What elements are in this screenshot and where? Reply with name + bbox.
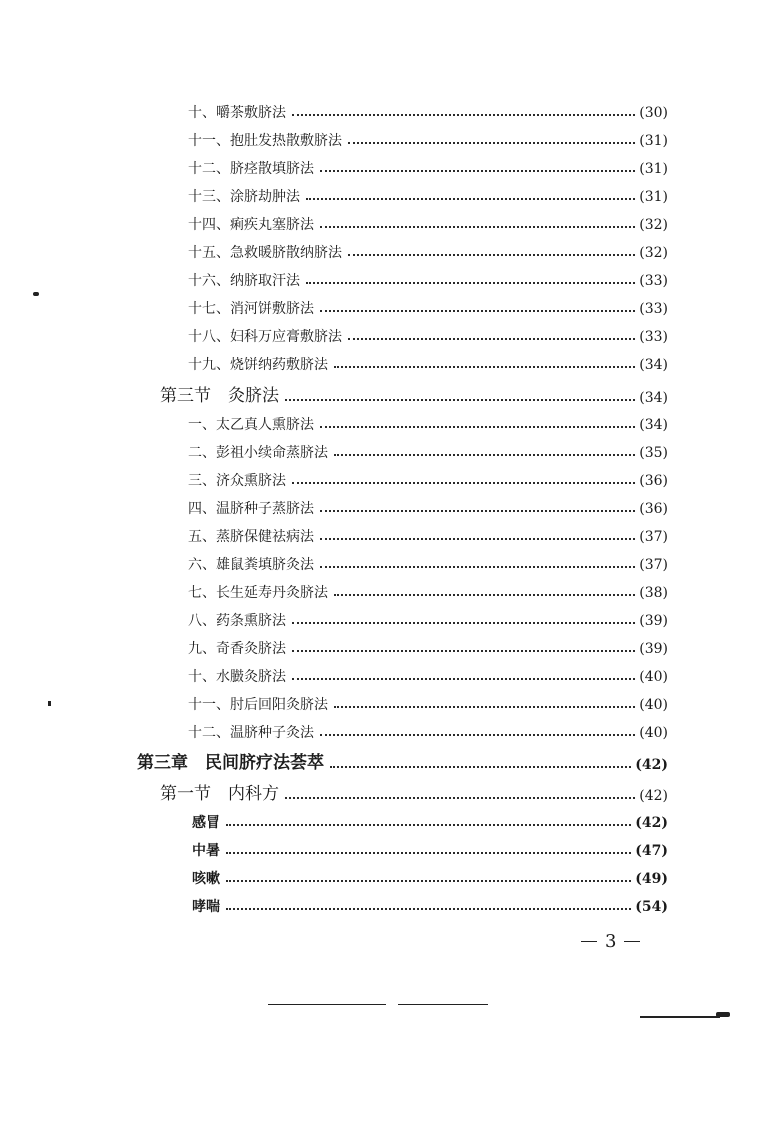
dot-leader (292, 114, 635, 116)
toc-entry-title: 十一、肘后回阳灸脐法 (188, 697, 328, 713)
toc-entry (188, 330, 668, 344)
toc-entry-title: 十二、温脐种子灸法 (188, 725, 314, 741)
toc-entry-title: 六、雄鼠粪填脐灸法 (188, 557, 314, 573)
toc-entry-title: 十九、烧饼纳药敷脐法 (188, 357, 328, 373)
dot-leader (226, 908, 631, 910)
toc-entry-title: 五、蒸脐保健祛病法 (188, 529, 314, 545)
toc-entry-title: 十、嚼茶敷脐法 (188, 105, 286, 121)
toc-entry (137, 755, 668, 772)
dot-leader (292, 622, 635, 624)
toc-entry-title: 十六、纳脐取汗法 (188, 273, 300, 289)
toc-entry-title: 第一节 内科方 (160, 784, 279, 804)
toc-entry-page: (32) (639, 245, 668, 261)
dot-leader (348, 254, 635, 256)
dot-leader (292, 650, 635, 652)
toc-entry-title: 二、彭祖小续命蒸脐法 (188, 445, 328, 461)
toc-entry (188, 586, 668, 600)
toc-entry (188, 274, 668, 288)
dot-leader (320, 538, 635, 540)
toc-entry-page: (34) (639, 417, 668, 433)
dot-leader (348, 142, 635, 144)
toc-entry-page: (49) (635, 871, 668, 887)
toc-entry (188, 474, 668, 488)
toc-entry (192, 872, 668, 886)
dot-leader (320, 426, 635, 428)
page-number: 3 (605, 931, 617, 952)
dot-leader (334, 594, 635, 596)
dot-leader (226, 880, 631, 882)
dot-leader (306, 282, 635, 284)
toc-entry-page: (32) (639, 217, 668, 233)
toc-entry (188, 358, 668, 372)
toc-entry-title: 七、长生延寿丹灸脐法 (188, 585, 328, 601)
toc-entry (192, 844, 668, 858)
dot-leader (320, 566, 635, 568)
toc-entry-page: (33) (639, 329, 668, 345)
toc-entry-title: 十二、脐痉散填脐法 (188, 161, 314, 177)
toc-entry (188, 698, 668, 712)
toc-entry-page: (40) (639, 725, 668, 741)
dot-leader (320, 734, 635, 736)
toc-entry-page: (37) (639, 529, 668, 545)
scan-mark (268, 1004, 386, 1005)
toc-entry-page: (40) (639, 697, 668, 713)
toc-entry (192, 816, 668, 830)
toc-entry-page: (36) (639, 501, 668, 517)
footer-dash-right (624, 941, 640, 942)
toc-entry-title: 十三、涂脐劫肿法 (188, 189, 300, 205)
toc-entry-page: (39) (639, 641, 668, 657)
toc-entry-title: 感冒 (192, 815, 220, 831)
toc-entry-title: 一、太乙真人熏脐法 (188, 417, 314, 433)
toc-entry (188, 218, 668, 232)
toc-entry-title: 十、水臌灸脐法 (188, 669, 286, 685)
toc-entry-page: (47) (635, 843, 668, 859)
toc-entry-page: (34) (639, 357, 668, 373)
toc-entry (160, 786, 668, 803)
toc-entry (188, 190, 668, 204)
toc-entry-title: 十一、抱肚发热散敷脐法 (188, 133, 342, 149)
toc-entry-page: (33) (639, 273, 668, 289)
toc-entry-title: 咳嗽 (192, 871, 220, 887)
toc-entry-title: 哮喘 (192, 899, 220, 915)
toc-entry (188, 530, 668, 544)
toc-entry-page: (40) (639, 669, 668, 685)
toc-entry (188, 302, 668, 316)
toc-entry (188, 642, 668, 656)
toc-entry-page: (42) (635, 815, 668, 831)
dot-leader (320, 310, 635, 312)
toc-entry (160, 388, 668, 405)
toc-entry-title: 九、奇香灸脐法 (188, 641, 286, 657)
dot-leader (285, 399, 635, 401)
toc-entry-page: (42) (639, 788, 668, 804)
toc-entry (188, 614, 668, 628)
toc-entry-page: (39) (639, 613, 668, 629)
toc-entry-page: (35) (639, 445, 668, 461)
dot-leader (334, 454, 635, 456)
toc-entry-title: 十四、痢疾丸塞脐法 (188, 217, 314, 233)
toc-entry-page: (31) (639, 189, 668, 205)
toc-entry (192, 900, 668, 914)
page-footer (581, 931, 640, 952)
toc-entry-page: (38) (639, 585, 668, 601)
toc-entry-page: (30) (639, 105, 668, 121)
toc-entry-title: 十八、妇科万应膏敷脐法 (188, 329, 342, 345)
dot-leader (292, 678, 635, 680)
toc-entry (188, 418, 668, 432)
toc-entry-page: (42) (635, 757, 668, 773)
toc-entry-title: 十七、消河饼敷脐法 (188, 301, 314, 317)
scan-mark (48, 701, 51, 706)
footer-dash-left (581, 941, 597, 942)
toc-entry-title: 八、药条熏脐法 (188, 613, 286, 629)
dot-leader (226, 852, 631, 854)
scan-mark (716, 1012, 730, 1017)
toc-entry (188, 162, 668, 176)
toc-entry-page: (33) (639, 301, 668, 317)
dot-leader (320, 170, 635, 172)
dot-leader (292, 482, 635, 484)
scan-mark (640, 1016, 720, 1018)
scan-mark (398, 1004, 488, 1005)
toc-entry-title: 四、温脐种子蒸脐法 (188, 501, 314, 517)
dot-leader (320, 226, 635, 228)
toc-entry-title: 三、济众熏脐法 (188, 473, 286, 489)
dot-leader (330, 766, 631, 768)
scan-mark (33, 292, 39, 296)
toc-entry-page: (31) (639, 161, 668, 177)
toc-entry (188, 502, 668, 516)
toc-entry (188, 670, 668, 684)
toc-entry-page: (34) (639, 390, 668, 406)
toc-entry (188, 446, 668, 460)
toc-entry (188, 134, 668, 148)
dot-leader (306, 198, 635, 200)
toc-entry-title: 十五、急救暖脐散纳脐法 (188, 245, 342, 261)
dot-leader (348, 338, 635, 340)
toc-entry (188, 106, 668, 120)
toc-entry (188, 246, 668, 260)
dot-leader (320, 510, 635, 512)
toc-entry-page: (36) (639, 473, 668, 489)
dot-leader (334, 706, 635, 708)
toc-entry-page: (54) (635, 899, 668, 915)
toc-entry-title: 中暑 (192, 843, 220, 859)
toc-entry (188, 558, 668, 572)
toc-entry-title: 第三节 灸脐法 (160, 386, 279, 406)
dot-leader (226, 824, 631, 826)
toc-entry-page: (31) (639, 133, 668, 149)
dot-leader (285, 797, 635, 799)
toc-entry-page: (37) (639, 557, 668, 573)
toc-entry-title: 第三章 民间脐疗法荟萃 (137, 753, 324, 773)
toc-entry (188, 726, 668, 740)
dot-leader (334, 366, 635, 368)
